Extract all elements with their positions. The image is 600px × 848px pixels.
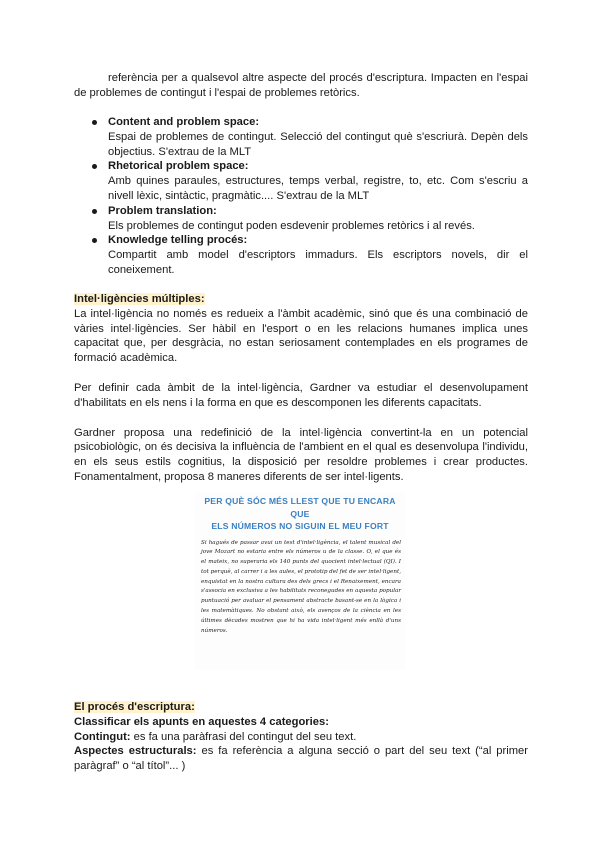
list-item-desc: Compartit amb model d'escriptors immadurs. Els escriptors novels, dir el coneixement. — [108, 249, 528, 276]
list-item — [74, 159, 528, 203]
list-item — [74, 233, 528, 277]
writing-process-section — [74, 700, 528, 774]
paragraph: Gardner proposa una redefinició de la intel·ligència convertint-la en un potencial psicobiològic, on és decisiva la influència de l'ambient en el qual es desenvolupa l'individu, en els seus estils cognitius, la disposició per resoldre problemes i crear productes. Fonamentalment, proposa 8 maneres diferents de ser intel·ligents. — [74, 426, 528, 483]
bullet-icon — [92, 164, 97, 169]
category-item: Contingut: es fa una paràfrasi del contingut del seu text. — [74, 730, 357, 743]
bullet-icon — [92, 209, 97, 214]
bullet-icon — [92, 238, 97, 243]
list-item — [74, 115, 528, 159]
excerpt-body: Si hagués de passar avui un test d'intel·ligència, el talent musical del jove Mozart no estaria entre els números u de la classe. O, el que és el mateix, no superaria els 140 punts del quocient intel·lectual (QI). I tot perquè, al carrer i a les aules, el prototip del fet de ser intel·ligent, enquistat en la nostra cultura des dels grecs i el Renaixement, encara s'associa en exclusiva a les habilitats reconegudes en aquesta popular puntuació per avaluar el pensament abstracte basant-se en la lògica i les matemàtiques. No obstant això, els avenços de la ciència en les últimes dècades mostren que hi ha vida intel·ligent més enllà d'uns números. — [201, 539, 401, 634]
list-item-desc: Els problemes de contingut poden esdevenir problemes retòrics i al revés. — [108, 219, 475, 232]
intro-paragraph: referència per a qualsevol altre aspecte del procés d'escriptura. Impacten en l'espai de problemes de contingut i l'espai de problemes retòrics. — [74, 72, 528, 99]
list-item-term: Problem translation: — [108, 204, 217, 217]
category-item: Aspectes estructurals: es fa referència a alguna secció o part del seu text (“al primer paràgraf” o “al títol”... ) — [74, 745, 528, 773]
multiple-intelligences-section — [74, 292, 528, 485]
section-subheading: Classificar els apunts en aquestes 4 categories: — [74, 715, 329, 728]
list-item — [74, 204, 528, 234]
section-heading: Intel·ligències múltiples: — [74, 293, 205, 305]
intro-block — [74, 71, 528, 101]
list-item-term: Rhetorical problem space: — [108, 160, 249, 173]
list-item-desc: Espai de problemes de contingut. Selecció del contingut què s'escriurà. Depèn dels objectius. S'extrau de la MLT — [108, 130, 528, 158]
bullet-icon — [92, 120, 97, 125]
list-item-desc: Amb quines paraules, estructures, temps verbal, registre, to, etc. Com s'escriu a nivell lèxic, sintàctic, pragmàtic.... S'extrau de la MLT — [108, 175, 528, 202]
article-excerpt-image — [195, 492, 405, 670]
section-heading: El procés d'escriptura: — [74, 701, 195, 713]
list-item-term: Content and problem space: — [108, 116, 260, 128]
excerpt-title: PER QUÈ SÓC MÉS LLEST QUE TU ENCARA QUE ELS NÚMEROS NO SIGUIN EL MEU FORT — [204, 496, 396, 531]
paragraph: Per definir cada àmbit de la intel·ligència, Gardner va estudiar el desenvolupament d'habilitats en els nens i la forma en que es descomponen les diferents capacitats. — [74, 381, 528, 409]
paragraph: La intel·ligència no només es redueix a l'àmbit acadèmic, sinó que és una combinació de vàries intel·ligències. Ser hàbil en l'esport o en les relacions humanes implica unes capacitat que, per desgràcia, no estan seriosament contemplades en els programes de formació acadèmica. — [74, 307, 528, 365]
list-item-term: Knowledge telling procés: — [108, 234, 248, 247]
problem-space-list — [74, 115, 528, 278]
